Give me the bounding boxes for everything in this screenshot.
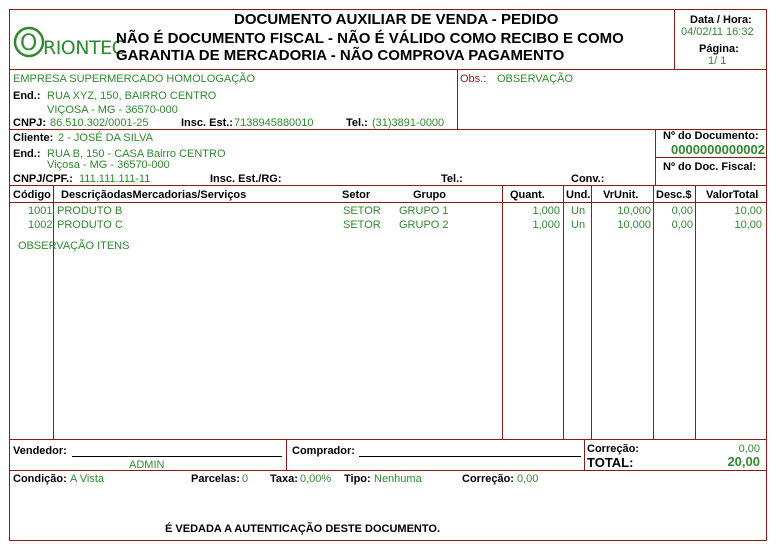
col-header-quant: Quant. — [510, 189, 545, 201]
client-conv-label: Conv.: — [571, 173, 605, 185]
page-value: 1/ 1 — [708, 55, 727, 67]
col-header-vrunit: VrUnit. — [603, 189, 639, 201]
cell-und: Un — [571, 219, 586, 231]
company-tel-value: (31)3891-0000 — [372, 117, 445, 129]
docnum-value: 0000000000002 — [671, 142, 765, 157]
page-label: Página: — [699, 43, 739, 55]
client-addr-1: RUA B, 150 - CASA Bairro CENTRO — [47, 148, 226, 160]
total-label: TOTAL: — [587, 455, 634, 470]
disclaimer: É VEDADA A AUTENTICAÇÃO DESTE DOCUMENTO. — [165, 523, 441, 535]
datetime-label: Data / Hora: — [690, 14, 752, 26]
client-addr-label: End.: — [13, 148, 41, 160]
cell-setor: SETOR — [343, 219, 381, 231]
company-addr-label: End.: — [13, 90, 41, 102]
col-header-codigo: Código — [13, 189, 51, 201]
doc-title: DOCUMENTO AUXILIAR DE VENDA - PEDIDO — [234, 11, 559, 28]
col-header-descricao: DescriçãodasMercadorias/Serviços — [61, 189, 247, 201]
client-value: 2 - JOSÉ DA SILVA — [58, 132, 153, 144]
logo-letter-o: O — [20, 31, 38, 56]
border-top — [9, 9, 767, 10]
logo-text: RIONTEC — [43, 37, 125, 59]
cell-quant: 1,000 — [532, 205, 560, 217]
company-addr-2: VIÇOSA - MG - 36570-000 — [47, 104, 178, 116]
obs-divider — [457, 69, 458, 130]
col-header-valortotal: ValorTotal — [706, 189, 759, 201]
company-cnpj-value: 86.510.302/0001-25 — [50, 117, 149, 129]
cell-setor: SETOR — [343, 205, 381, 217]
cell-desc: 0,00 — [671, 205, 693, 217]
obs-value: OBSERVAÇÃO — [497, 73, 574, 85]
col-header-und: Und. — [566, 189, 591, 201]
obs-label: Obs.: — [460, 73, 487, 85]
correcao2-label: Correção: — [462, 473, 514, 485]
col-header-desc: Desc.$ — [656, 189, 692, 201]
cell-codigo: 1002 — [28, 219, 53, 231]
cell-total: 10,00 — [734, 219, 762, 231]
docnum-inner-line — [655, 157, 767, 158]
col-divider-codigo — [53, 186, 54, 440]
cell-descricao: PRODUTO B — [57, 205, 123, 217]
cell-grupo: GRUPO 2 — [399, 219, 449, 231]
datetime-value: 04/02/11 16:32 — [681, 26, 754, 38]
cell-total: 10,00 — [734, 205, 762, 217]
company-ie-label: Insc. Est.: — [181, 117, 233, 129]
doc-subtitle-1: NÃO É DOCUMENTO FISCAL - NÃO É VÁLIDO COMO RECIBO E COMO — [116, 30, 624, 47]
client-label: Cliente: — [13, 132, 54, 144]
vendedor-value: ADMIN — [129, 459, 165, 471]
taxa-value: 0,00% — [300, 473, 332, 485]
parcelas-label: Parcelas: — [191, 473, 240, 485]
cell-descricao: PRODUTO C — [57, 219, 123, 231]
comprador-label: Comprador: — [292, 445, 355, 457]
footer-top-line — [9, 439, 767, 440]
tipo-label: Tipo: — [344, 473, 371, 485]
cell-und: Un — [571, 205, 586, 217]
company-name: EMPRESA SUPERMERCADO HOMOLOGAÇÃO — [13, 73, 256, 85]
footer-divider-2 — [584, 439, 585, 471]
comprador-underline — [359, 456, 581, 457]
footer-divider-1 — [286, 439, 287, 471]
company-tel-label: Tel.: — [346, 117, 368, 129]
client-addr-2: Viçosa - MG - 36570-000 — [47, 159, 170, 171]
header-bottom-line — [9, 69, 767, 70]
cell-grupo: GRUPO 1 — [399, 205, 449, 217]
border-bottom — [9, 540, 767, 541]
border-left — [9, 9, 10, 541]
cell-quant: 1,000 — [532, 219, 560, 231]
client-cpf-label: CNPJ/CPF.: — [13, 173, 73, 185]
cell-codigo: 1001 — [28, 205, 53, 217]
company-ie-value: 7138945880010 — [234, 117, 314, 129]
company-addr-1: RUA XYZ, 150, BAIRRO CENTRO — [47, 90, 217, 102]
cell-desc: 0,00 — [671, 219, 693, 231]
vendedor-label: Vendedor: — [13, 445, 67, 457]
docnum-label: Nº do Documento: — [663, 130, 759, 142]
client-ie-label: Insc. Est./RG: — [210, 173, 282, 185]
fiscal-label: Nº do Doc. Fiscal: — [663, 161, 757, 173]
correcao2-value: 0,00 — [517, 473, 539, 485]
correcao-value: 0,00 — [738, 443, 760, 455]
total-value: 20,00 — [727, 454, 760, 469]
col-divider-quant — [563, 186, 564, 440]
obs-itens: OBSERVAÇÃO ITENS — [18, 240, 130, 252]
taxa-label: Taxa: — [270, 473, 298, 485]
parcelas-value: 0 — [242, 473, 249, 485]
col-header-setor: Setor — [342, 189, 371, 201]
header-divider — [674, 9, 675, 70]
condicao-label: Condição: — [13, 473, 67, 485]
company-bottom-line — [9, 129, 767, 130]
tipo-value: Nenhuma — [374, 473, 422, 485]
condicao-value: A Vista — [70, 473, 105, 485]
client-cpf-value: 111.111.111-11 — [79, 173, 151, 185]
vendedor-underline — [72, 456, 282, 457]
col-header-grupo: Grupo — [413, 189, 446, 201]
correcao-label: Correção: — [587, 443, 639, 455]
border-right — [766, 9, 767, 541]
cell-vrunit: 10,000 — [617, 205, 651, 217]
company-logo — [12, 16, 125, 64]
company-cnpj-label: CNPJ: — [13, 117, 47, 129]
footer-mid-line — [9, 470, 767, 471]
doc-subtitle-2: GARANTIA DE MERCADORIA - NÃO COMPROVA PAGAMENTO — [116, 47, 565, 64]
client-tel-label: Tel.: — [441, 173, 463, 185]
cell-vrunit: 10,000 — [617, 219, 651, 231]
